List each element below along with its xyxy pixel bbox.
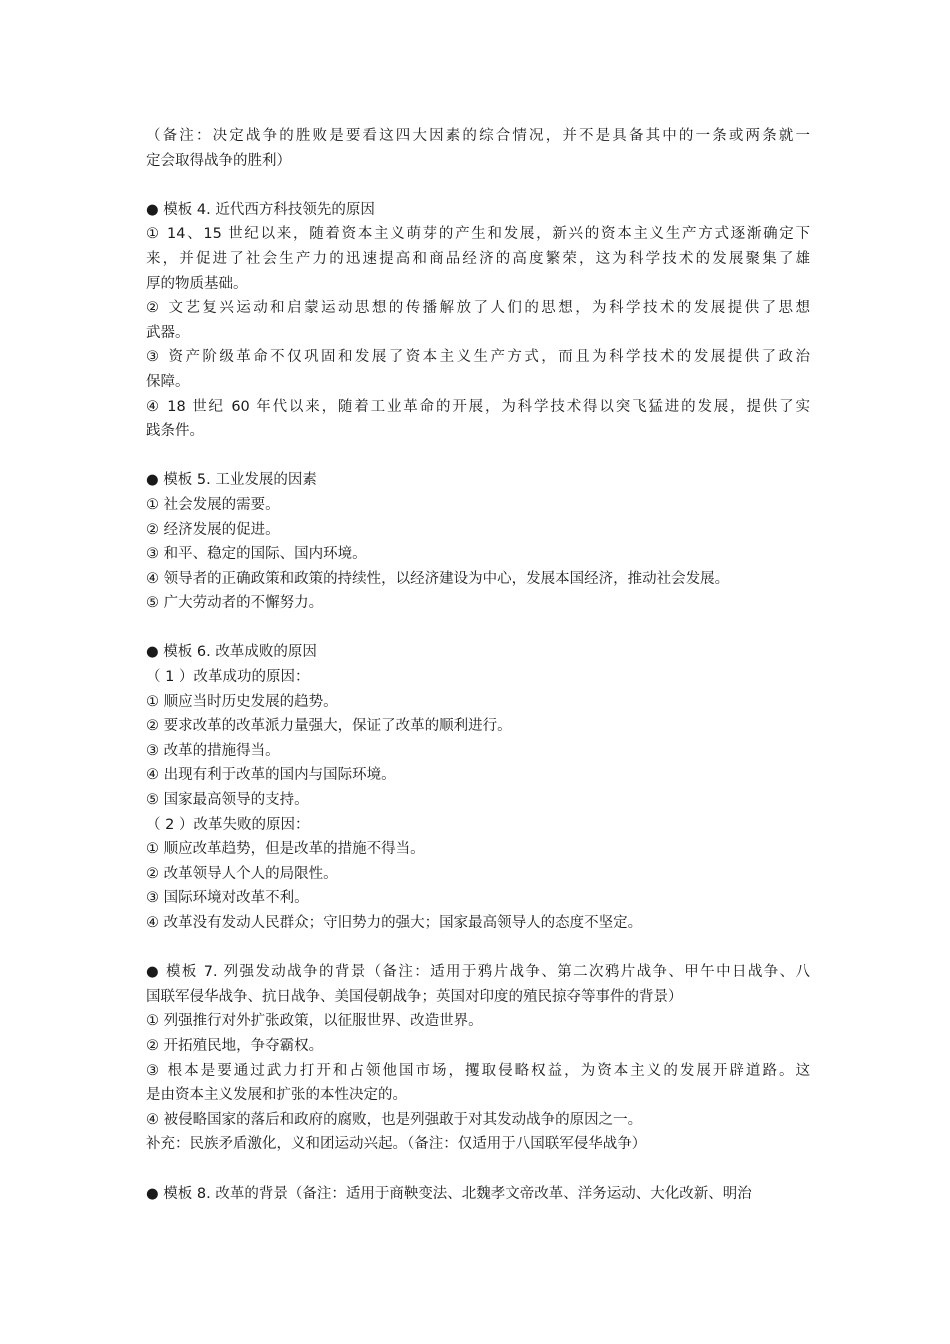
text-line: ③ 和平、稳定的国际、国内环境。 (146, 546, 367, 563)
text-line: （ 1 ）改革成功的原因： (146, 669, 310, 686)
text-line: ● 模板 5. 工业发展的因素 (146, 472, 317, 489)
text-line: ● 模板 7. 列强发动战争的背景（备注：适用于鸦片战争、第二次鸦片战争、甲午中日战争、八 (146, 964, 810, 981)
text-line: ② 改革领导人个人的局限性。 (146, 865, 338, 882)
text-line: ① 顺应改革趋势，但是改革的措施不得当。 (146, 841, 425, 858)
text-line: ⑤ 广大劳动者的不懈努力。 (146, 595, 324, 612)
text-line: 是由资本主义发展和扩张的本性决定的。 (146, 1087, 407, 1104)
text-line: ● 模板 8. 改革的背景（备注：适用于商鞅变法、北魏孝文帝改革、洋务运动、大化改新、明治 (146, 1185, 752, 1202)
text-line: ④ 领导者的正确政策和政策的持续性，以经济建设为中心，发展本国经济，推动社会发展。 (146, 570, 730, 587)
text-line: 保障。 (146, 373, 190, 390)
text-line: ② 要求改革的改革派力量强大，保证了改革的顺利进行。 (146, 718, 512, 735)
text-line: ④ 出现有利于改革的国内与国际环境。 (146, 767, 396, 784)
blank-line (146, 616, 810, 641)
text-line: ② 开拓殖民地，争夺霸权。 (146, 1037, 324, 1054)
text-line: 补充：民族矛盾激化，义和团运动兴起。（备注：仅适用于八国联军侵华战争） (146, 1136, 647, 1153)
text-line: ⑤ 国家最高领导的支持。 (146, 792, 309, 809)
text-line: ④ 被侵略国家的落后和政府的腐败，也是列强敢于对其发动战争的原因之一。 (146, 1111, 643, 1128)
text-line: ① 14、15 世纪以来，随着资本主义萌芽的产生和发展，新兴的资本主义生产方式逐渐确定下 (146, 226, 810, 243)
text-line: ① 顺应当时历史发展的趋势。 (146, 693, 338, 710)
blank-line (146, 936, 810, 961)
text-line: 厚的物质基础。 (146, 275, 248, 292)
text-line: ② 经济发展的促进。 (146, 521, 280, 538)
text-line: 武器。 (146, 324, 190, 341)
text-line: ③ 资产阶级革命不仅巩固和发展了资本主义生产方式，而且为科学技术的发展提供了政治 (146, 349, 810, 366)
text-line: 践条件。 (146, 423, 204, 440)
text-line: （备注：决定战争的胜败是要看这四大因素的综合情况，并不是具备其中的一条或两条就一 (146, 128, 810, 144)
text-line: ③ 国际环境对改革不利。 (146, 890, 309, 907)
text-line: 国联军侵华战争、抗日战争、美国侵朝战争；英国对印度的殖民掠夺等事件的背景） (146, 988, 683, 1005)
text-line: ② 文艺复兴运动和启蒙运动思想的传播解放了人们的思想，为科学技术的发展提供了思想 (146, 300, 810, 317)
text-line: ④ 改革没有发动人民群众；守旧势力的强大；国家最高领导人的态度不坚定。 (146, 915, 643, 931)
document-page (146, 124, 810, 1206)
text-line: ① 列强推行对外扩张政策，以征服世界、改造世界。 (146, 1013, 483, 1030)
text-line: ① 社会发展的需要。 (146, 496, 280, 513)
blank-line (146, 444, 810, 469)
blank-line (146, 1157, 810, 1182)
blank-line (146, 173, 810, 198)
text-line: ④ 18 世纪 60 年代以来，随着工业革命的开展，为科学技术得以突飞猛进的发展，提供了实 (146, 398, 810, 415)
text-line: 来，并促进了社会生产力的迅速提高和商品经济的高度繁荣，这为科学技术的发展聚集了雄 (146, 250, 810, 267)
text-line: 定会取得战争的胜利） (146, 152, 291, 169)
text-line: ● 模板 6. 改革成败的原因 (146, 644, 317, 661)
text-line: ③ 改革的措施得当。 (146, 742, 280, 759)
text-line: ● 模板 4. 近代西方科技领先的原因 (146, 201, 375, 218)
text-line: （ 2 ）改革失败的原因： (146, 816, 310, 833)
text-line: ③ 根本是要通过武力打开和占领他国市场，攫取侵略权益，为资本主义的发展开辟道路。这 (146, 1062, 810, 1079)
